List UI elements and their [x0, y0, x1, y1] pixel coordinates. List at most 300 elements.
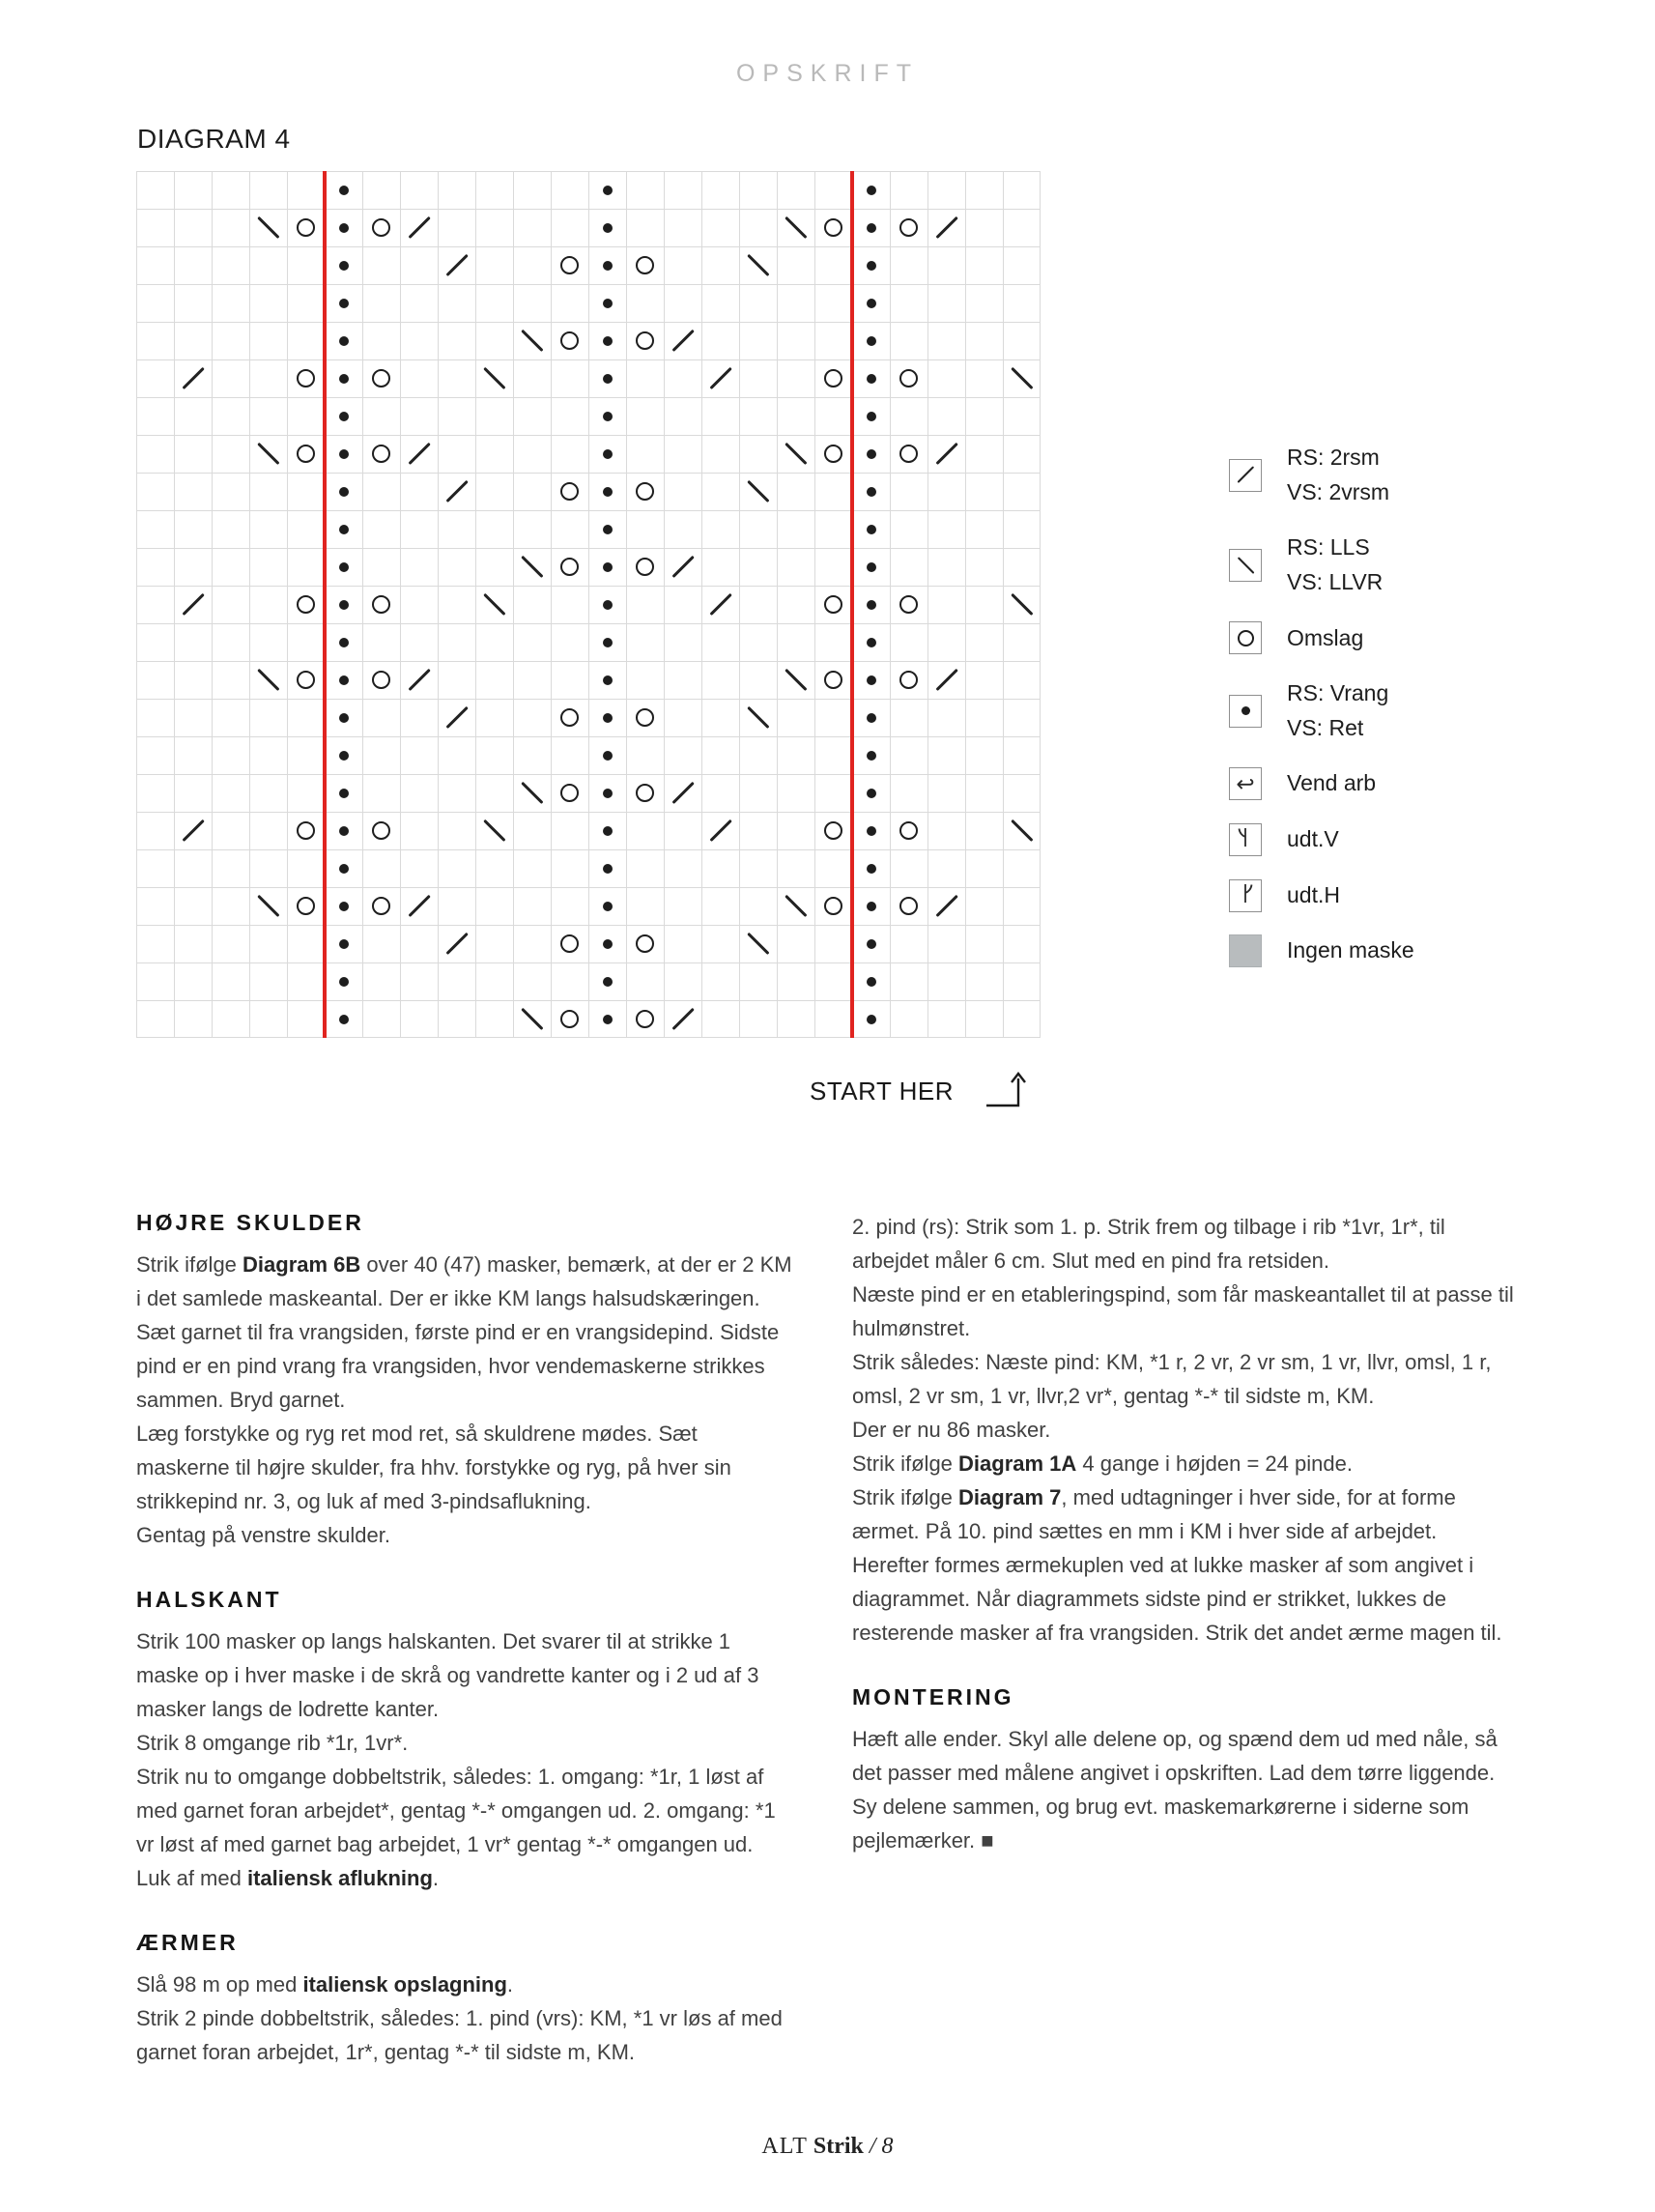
chart-cell [588, 925, 626, 962]
start-here-label: START HER [810, 1077, 954, 1106]
rsm-icon [182, 819, 204, 842]
chart-cell [325, 209, 362, 246]
lls-icon [483, 593, 505, 616]
lls-icon [483, 819, 505, 842]
dot-icon [867, 374, 876, 384]
chart-cell [400, 887, 438, 925]
dot-icon [867, 261, 876, 271]
omslag-icon [899, 218, 918, 237]
dot-icon [867, 902, 876, 911]
omslag-icon [560, 331, 579, 350]
chart-cell [438, 699, 475, 736]
chart-cell [852, 623, 890, 661]
chart-cell [626, 774, 664, 812]
chart-cell [852, 925, 890, 962]
dot-icon [603, 223, 613, 233]
omslag-icon [1238, 630, 1254, 646]
chart-cell [513, 548, 551, 586]
omslag-icon [824, 369, 842, 388]
paragraph: Strik 100 masker op langs halskanten. Det svarer til at strikke 1 maske op i hver maske i de skrå og vandrette kanter og i 2 ud af 3 masker langs de lodrette kanter. [136, 1629, 759, 1721]
legend-label: Omslag [1287, 624, 1364, 650]
dot-icon [603, 449, 613, 459]
lls-icon [1011, 819, 1033, 842]
omslag-icon [899, 897, 918, 915]
chart-cell [438, 925, 475, 962]
rsm-icon [182, 593, 204, 616]
dot-icon [603, 487, 613, 497]
chart-cell [513, 1000, 551, 1038]
paragraph: Strik ifølge Diagram 7, med udtagninger i hver side, for at forme ærmet. På 10. pind sættes en mm i KM i hver side af arbejdet. [852, 1485, 1456, 1543]
dot-icon [603, 412, 613, 421]
dot-icon [339, 789, 349, 798]
chart-cell [325, 1000, 362, 1038]
chart-cell [287, 812, 325, 849]
rsm-icon [445, 706, 468, 729]
rsm-icon [408, 443, 430, 465]
dot-icon [867, 449, 876, 459]
chart-cell [249, 887, 287, 925]
chart-cell [701, 586, 739, 623]
rsm-icon [445, 933, 468, 955]
paragraph: Luk af med italiensk aflukning. [136, 1866, 440, 1890]
dot-icon [339, 299, 349, 308]
legend-label: RS: 2rsm VS: 2vrsm [1287, 445, 1390, 504]
chart-cell [287, 887, 325, 925]
dot-icon [867, 186, 876, 195]
chart-cell [362, 661, 400, 699]
legend-item [1229, 822, 1414, 857]
chart-cell [814, 435, 852, 473]
chart-cell [362, 812, 400, 849]
dot-icon [603, 751, 613, 761]
chart-cell [588, 887, 626, 925]
chart-cell [814, 359, 852, 397]
omslag-icon [372, 445, 390, 463]
dot-icon [867, 336, 876, 346]
chart-cell [475, 812, 513, 849]
dot-icon [339, 374, 349, 384]
chart-cell [814, 812, 852, 849]
legend-symbol-box [1229, 549, 1262, 582]
omslag-icon [372, 671, 390, 689]
dot-icon [867, 751, 876, 761]
chart-cell [852, 699, 890, 736]
chart-cell [626, 699, 664, 736]
dot-icon [339, 223, 349, 233]
lls-icon [785, 216, 807, 239]
chart-cell [325, 284, 362, 322]
chart-cell [814, 887, 852, 925]
chart-cell [890, 586, 927, 623]
chart-cell [325, 397, 362, 435]
rsm-icon [445, 254, 468, 276]
chart-cell [588, 661, 626, 699]
dot-icon [867, 1015, 876, 1024]
chart-cell [626, 246, 664, 284]
dot-icon [339, 600, 349, 610]
omslag-icon [824, 595, 842, 614]
footer-page-number: / 8 [869, 2134, 894, 2159]
chart-cell [325, 510, 362, 548]
chart-cell [588, 623, 626, 661]
dot-icon [339, 562, 349, 572]
legend-symbol-box [1229, 767, 1262, 800]
rsm-icon [709, 367, 731, 389]
legend-label: Ingen maske [1287, 937, 1414, 963]
omslag-icon [560, 708, 579, 727]
chart-cell [475, 586, 513, 623]
chart-cell [852, 812, 890, 849]
chart-cell [588, 812, 626, 849]
dot-icon [603, 261, 613, 271]
rsm-icon [671, 782, 694, 804]
chart-cell [852, 435, 890, 473]
omslag-icon [560, 558, 579, 576]
chart-cell [588, 397, 626, 435]
omslag-icon [297, 218, 315, 237]
chart-cell [588, 359, 626, 397]
paragraph: Strik således: Næste pind: KM, *1 r, 2 vr, 2 vr sm, 1 vr, llvr, omsl, 1 r, omsl, 2 vr sm, 1 vr, llvr,2 vr*, gentag *-* til sidste m, KM. [852, 1350, 1492, 1408]
chart-cell [739, 473, 777, 510]
footer-brand-bold: Strik [813, 2134, 864, 2159]
dot-icon [339, 1015, 349, 1024]
rsm-icon [935, 216, 957, 239]
dot-icon [867, 562, 876, 572]
dot-icon [867, 713, 876, 723]
chart-cell [400, 435, 438, 473]
chart-cell [325, 925, 362, 962]
chart-cell [852, 209, 890, 246]
omslag-icon [372, 218, 390, 237]
omslag-icon [372, 821, 390, 840]
dot-icon [603, 939, 613, 949]
rsm-icon [671, 330, 694, 352]
lls-icon [785, 443, 807, 465]
section-heading: HALSKANT [136, 1587, 282, 1612]
dot-icon [603, 789, 613, 798]
lls-icon [257, 216, 279, 239]
dot-icon [339, 826, 349, 836]
omslag-icon [899, 671, 918, 689]
dot-icon [339, 902, 349, 911]
chart-cell [325, 962, 362, 1000]
legend-item [1229, 676, 1414, 745]
start-here-indicator [810, 1069, 1029, 1111]
chart-cell [890, 812, 927, 849]
omslag-icon [297, 821, 315, 840]
legend-item [1229, 878, 1414, 913]
omslag-icon [899, 595, 918, 614]
chart-cell [287, 435, 325, 473]
dot-icon [603, 525, 613, 534]
chart-cell [551, 925, 588, 962]
omslag-icon [636, 708, 654, 727]
omslag-icon [372, 897, 390, 915]
dot-icon [339, 525, 349, 534]
lls-icon [747, 706, 769, 729]
chart-cell [551, 1000, 588, 1038]
chart-cell [174, 359, 212, 397]
chart-cell [362, 359, 400, 397]
chart-cell [852, 586, 890, 623]
dot-icon [867, 826, 876, 836]
dot-icon [867, 977, 876, 987]
chart-cell [325, 322, 362, 359]
chart-cell [588, 284, 626, 322]
chart-cell [513, 774, 551, 812]
chart-cell [852, 171, 890, 209]
chart-cell [664, 322, 701, 359]
chart-cell [400, 209, 438, 246]
chart-cell [287, 359, 325, 397]
chart-cell [852, 661, 890, 699]
chart-cell [325, 736, 362, 774]
vend-icon: ↩ [1236, 770, 1255, 796]
rsm-icon [935, 895, 957, 917]
marker-line [323, 171, 327, 1038]
legend-item [1229, 766, 1414, 801]
dot-icon [603, 186, 613, 195]
dot-icon [603, 977, 613, 987]
rsm-icon [445, 480, 468, 503]
chart-cell [739, 699, 777, 736]
chart-cell [325, 548, 362, 586]
chart-cell [551, 473, 588, 510]
dot-icon [339, 336, 349, 346]
udtv-icon [1233, 824, 1258, 854]
chart-cell [588, 586, 626, 623]
paragraph: Gentag på venstre skulder. [136, 1523, 390, 1547]
omslag-icon [297, 369, 315, 388]
chart-cell [626, 1000, 664, 1038]
paragraph: Slå 98 m op med italiensk opslagning. [136, 1972, 514, 1997]
chart-cell [777, 661, 814, 699]
omslag-icon [297, 671, 315, 689]
chart-cell [475, 359, 513, 397]
chart-cell [588, 171, 626, 209]
chart-cell [325, 812, 362, 849]
dot-icon [339, 939, 349, 949]
omslag-icon [824, 445, 842, 463]
chart-cell [664, 774, 701, 812]
chart-cell [852, 397, 890, 435]
dot-icon [603, 864, 613, 874]
chart-cell [249, 435, 287, 473]
paragraph: Hæft alle ender. Skyl alle delene op, og spænd dem ud med nåle, så det passer med målene angivet i opskriften. Lad dem tørre liggende. Sy delene sammen, og brug evt. maskemarkørerne i siderne som pejlemærker. ■ [852, 1727, 1498, 1853]
legend-symbol-box [1229, 934, 1262, 967]
chart-cell [701, 812, 739, 849]
chart-cell [287, 661, 325, 699]
dot-icon [603, 902, 613, 911]
legend-item [1229, 934, 1414, 968]
omslag-icon [636, 784, 654, 802]
legend-item [1229, 531, 1414, 599]
chart-cell [362, 435, 400, 473]
rsm-icon [671, 1008, 694, 1030]
lls-icon [257, 443, 279, 465]
dot-icon [339, 638, 349, 647]
lls-icon [1011, 593, 1033, 616]
chart-cell [249, 209, 287, 246]
lls-icon [747, 254, 769, 276]
dot-icon [339, 713, 349, 723]
dot-icon [339, 449, 349, 459]
chart-cell [664, 548, 701, 586]
chart-cell [890, 661, 927, 699]
chart-cell [852, 887, 890, 925]
omslag-icon [899, 445, 918, 463]
chart-cell [626, 548, 664, 586]
omslag-icon [824, 897, 842, 915]
omslag-icon [297, 897, 315, 915]
legend-symbol-box [1229, 823, 1262, 856]
chart-cell [814, 209, 852, 246]
chart-cell [551, 548, 588, 586]
chart-cell [852, 246, 890, 284]
dot-icon [603, 600, 613, 610]
dot-icon [867, 487, 876, 497]
legend-symbol-box [1229, 459, 1262, 492]
chart-cell [325, 171, 362, 209]
chart-cell [852, 736, 890, 774]
chart-cell [852, 510, 890, 548]
paragraph: Læg forstykke og ryg ret mod ret, så skuldrene mødes. Sæt maskerne til højre skulder, fra hhv. forstykke og ryg, på hver sin strikkepind nr. 3, og luk af med 3-pindsaflukning. [136, 1422, 731, 1513]
omslag-icon [636, 934, 654, 953]
dot-icon [603, 562, 613, 572]
chart-cell [287, 586, 325, 623]
chart-cell [551, 774, 588, 812]
rsm-icon [671, 556, 694, 578]
rsm-icon [709, 593, 731, 616]
chart-cell [1003, 359, 1041, 397]
dot-icon [339, 186, 349, 195]
chart-cell [739, 246, 777, 284]
chart-cell [362, 586, 400, 623]
chart-cell [814, 661, 852, 699]
dot-icon [867, 412, 876, 421]
rsm-icon [408, 669, 430, 691]
omslag-icon [560, 256, 579, 274]
chart-cell [852, 473, 890, 510]
chart-cell [551, 246, 588, 284]
chart-cell [551, 699, 588, 736]
legend-symbol-box [1229, 621, 1262, 654]
dot-icon [339, 977, 349, 987]
chart-cell [588, 774, 626, 812]
diagram-title: DIAGRAM 4 [137, 124, 291, 154]
omslag-icon [560, 934, 579, 953]
chart-cell [890, 435, 927, 473]
chart-cell [551, 322, 588, 359]
lls-icon [483, 367, 505, 389]
paragraph: Strik nu to omgange dobbeltstrik, således: 1. omgang: *1r, 1 løst af med garnet foran arbejdet*, gentag *-* omgangen ud. 2. omgang: *1 vr løst af med garnet bag arbejdet, 1 vr* gentag *-* omgangen ud. [136, 1765, 776, 1856]
chart-cell [626, 473, 664, 510]
chart-cell [588, 962, 626, 1000]
udth-icon [1233, 880, 1258, 910]
paragraph: Der er nu 86 masker. [852, 1418, 1051, 1442]
chart-cell [852, 1000, 890, 1038]
dot-icon [1241, 706, 1250, 715]
dot-icon [603, 1015, 613, 1024]
chart-cell [852, 962, 890, 1000]
chart-cell [777, 435, 814, 473]
rsm-icon [709, 819, 731, 842]
chart-cell [325, 246, 362, 284]
paragraph: Strik 8 omgange rib *1r, 1vr*. [136, 1731, 409, 1755]
chart-cell [1003, 812, 1041, 849]
dot-icon [339, 864, 349, 874]
chart-cell [777, 209, 814, 246]
chart-cell [777, 887, 814, 925]
chart-cell [588, 699, 626, 736]
chart-cell [588, 435, 626, 473]
knitting-chart-grid [136, 171, 1041, 1038]
chart-cell [588, 246, 626, 284]
chart-cell [927, 661, 965, 699]
chart-cell [588, 1000, 626, 1038]
lls-icon [521, 556, 543, 578]
chart-cell [927, 435, 965, 473]
section-heading: MONTERING [852, 1684, 1014, 1709]
chart-cell [325, 849, 362, 887]
omslag-icon [899, 821, 918, 840]
lls-icon [521, 330, 543, 352]
section-heading: HØJRE SKULDER [136, 1210, 364, 1235]
paragraph: Herefter formes ærmekuplen ved at lukke masker af som angivet i diagrammet. Når diagrammets sidste pind er strikket, lukkes de resterende masker af fra vrangsiden. Strik det andet ærme magen til. [852, 1553, 1502, 1645]
dot-icon [603, 299, 613, 308]
chart-cell [852, 849, 890, 887]
chart-cell [362, 887, 400, 925]
lls-icon [257, 895, 279, 917]
omslag-icon [297, 445, 315, 463]
footer-brand: ALT [761, 2134, 808, 2159]
dot-icon [867, 299, 876, 308]
chart-cell [588, 322, 626, 359]
lls-icon [1011, 367, 1033, 389]
chart-cell [1003, 586, 1041, 623]
paragraph: Næste pind er en etableringspind, som får maskeantallet til at passe til hulmønstret. [852, 1282, 1514, 1340]
chart-cell [174, 586, 212, 623]
lls-icon [521, 782, 543, 804]
chart-cell [890, 359, 927, 397]
chart-cell [588, 736, 626, 774]
chart-cell [852, 322, 890, 359]
lls-icon [747, 933, 769, 955]
dot-icon [339, 412, 349, 421]
omslag-icon [824, 821, 842, 840]
lls-icon [785, 895, 807, 917]
chart-cell [325, 359, 362, 397]
chart-cell [362, 209, 400, 246]
lls-icon [747, 480, 769, 503]
section-heading: ÆRMER [136, 1930, 239, 1955]
rsm-icon [408, 895, 430, 917]
dot-icon [867, 525, 876, 534]
omslag-icon [824, 671, 842, 689]
lls-icon [1237, 557, 1254, 574]
chart-cell [325, 586, 362, 623]
chart-legend [1229, 441, 1414, 990]
chart-cell [174, 812, 212, 849]
dot-icon [867, 939, 876, 949]
paragraph: Strik 2 pinde dobbeltstrik, således: 1. pind (vrs): KM, *1 vr løs af med garnet foran arbejdet, 1r*, gentag *-* til sidste m, KM. [136, 2006, 783, 2064]
dot-icon [603, 675, 613, 685]
chart-cell [325, 435, 362, 473]
legend-label: RS: LLS VS: LLVR [1287, 534, 1384, 594]
lls-icon [257, 669, 279, 691]
omslag-icon [297, 595, 315, 614]
legend-item [1229, 441, 1414, 509]
